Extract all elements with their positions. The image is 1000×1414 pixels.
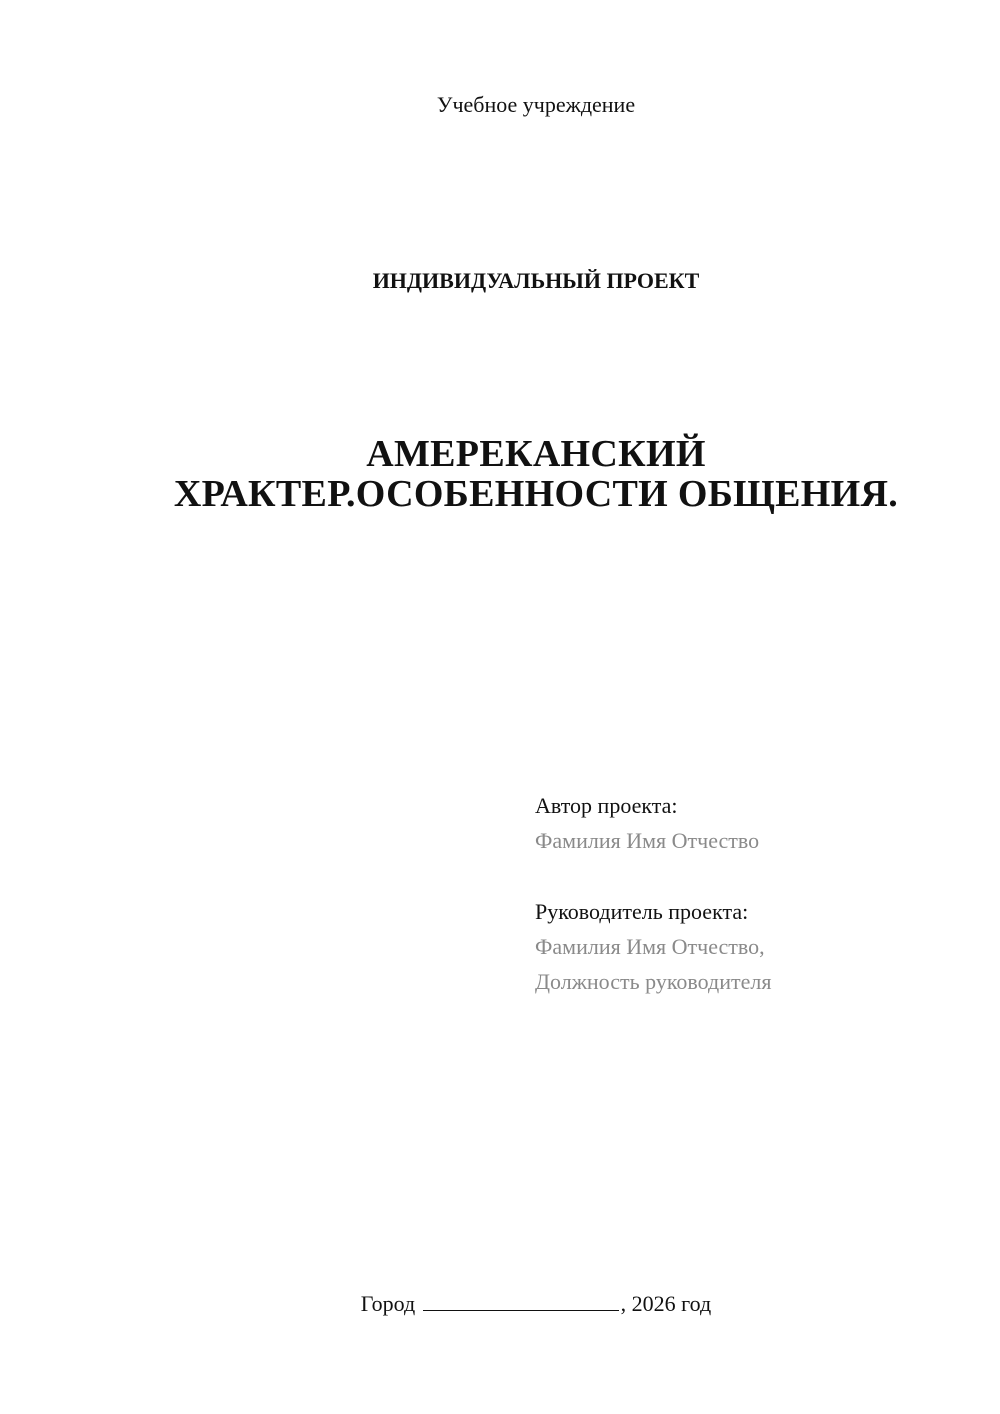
supervisor-position: Должность руководителя bbox=[535, 969, 772, 994]
project-info-block bbox=[535, 788, 975, 999]
info-spacer bbox=[535, 858, 975, 894]
institution-name: Учебное учреждение bbox=[436, 92, 636, 117]
document-type: ИНДИВИДУАЛЬНЫЙ ПРОЕКТ bbox=[372, 268, 700, 293]
city-blank-underline bbox=[423, 1290, 619, 1311]
supervisor-label: Руководитель проекта: bbox=[535, 899, 749, 924]
project-title-line-1: АМЕРЕКАНСКИЙ bbox=[366, 433, 706, 475]
project-title-line-2: ХРАКТЕР.ОСОБЕННОСТИ ОБЩЕНИЯ. bbox=[173, 473, 899, 515]
city-label: Город bbox=[360, 1291, 416, 1316]
project-title bbox=[0, 434, 1000, 514]
year-text: , 2026 год bbox=[620, 1291, 712, 1316]
city-year-line bbox=[0, 1290, 1000, 1318]
author-label: Автор проекта: bbox=[535, 793, 678, 818]
supervisor-name: Фамилия Имя Отчество, bbox=[535, 934, 765, 959]
author-name: Фамилия Имя Отчество bbox=[535, 828, 760, 853]
